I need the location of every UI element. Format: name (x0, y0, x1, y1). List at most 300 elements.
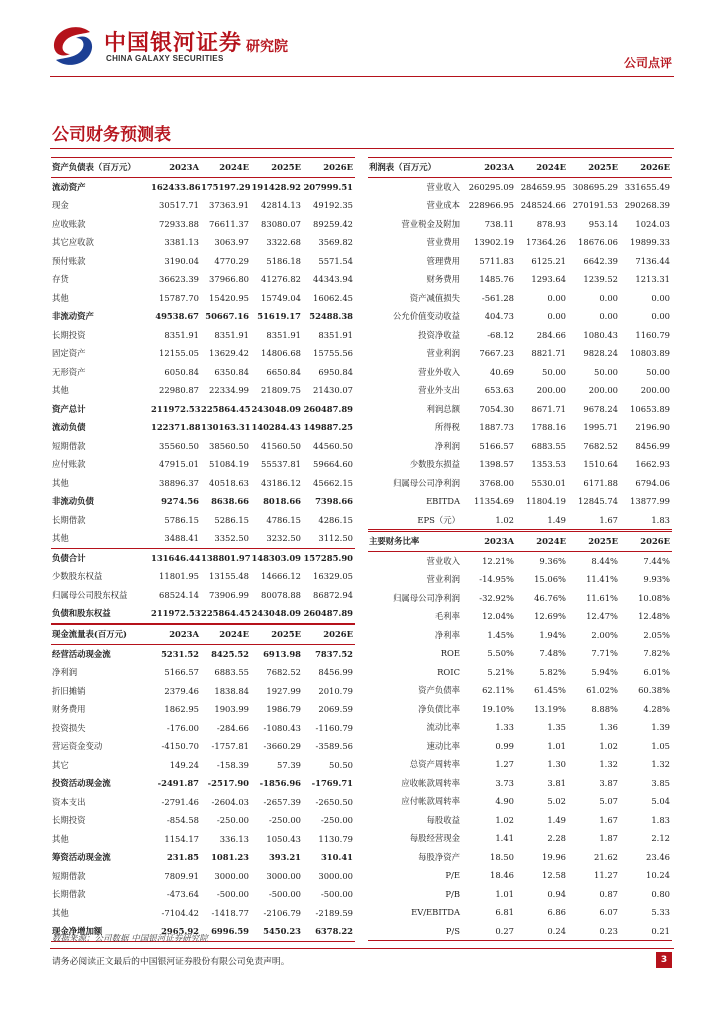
row-label: 利润总额 (426, 403, 460, 414)
value-cell: 83080.07 (261, 218, 301, 229)
value-cell: 148303.09 (251, 548, 303, 567)
value-cell: 15749.04 (261, 292, 301, 303)
value-cell: 331655.49 (624, 181, 670, 192)
value-cell: -500.00 (268, 889, 301, 900)
value-cell: 0.00 (651, 311, 670, 322)
value-cell: 3.81 (547, 777, 566, 788)
document-type: 公司点评 (623, 56, 672, 70)
table-header-row (368, 158, 672, 178)
row-label: 毛利率 (434, 611, 460, 622)
value-cell: 243048.09 (251, 604, 303, 623)
row-label: 营业成本 (426, 200, 460, 211)
value-cell: 19.96 (542, 851, 566, 862)
institute-label: 研究院 (246, 39, 288, 55)
value-cell: 6.07 (599, 907, 618, 918)
value-cell: 1788.16 (531, 422, 566, 433)
value-cell: 12.47% (586, 611, 618, 622)
value-cell: 1.33 (495, 722, 514, 733)
table-row (368, 922, 672, 941)
table-row (368, 511, 672, 530)
table-row (368, 811, 672, 830)
value-cell: -500.00 (216, 889, 249, 900)
table-row (51, 663, 355, 682)
value-cell: 6794.06 (635, 477, 670, 488)
value-cell: 0.27 (464, 922, 516, 941)
year-header-cell: 2023A (151, 625, 201, 645)
value-cell: 12.21% (482, 555, 514, 566)
row-label: EV/EBITDA (411, 907, 460, 918)
value-cell: 68524.14 (159, 589, 199, 600)
value-cell: 3.73 (495, 777, 514, 788)
value-cell: 1154.17 (164, 833, 199, 844)
value-cell: 5286.15 (214, 514, 249, 525)
value-cell: 6883.55 (214, 667, 249, 678)
table-row (368, 233, 672, 252)
value-cell: 7.82% (643, 648, 670, 659)
value-cell: 8351.91 (318, 329, 353, 340)
value-cell: 6378.22 (303, 922, 355, 941)
value-cell: 6.86 (547, 907, 566, 918)
value-cell: -2189.59 (315, 907, 353, 918)
table-row (368, 344, 672, 363)
row-label: 负债合计 (51, 548, 151, 567)
value-cell: 8456.99 (318, 667, 353, 678)
table-row (51, 344, 355, 363)
row-label: 财务费用 (52, 704, 86, 715)
value-cell: 44343.94 (313, 274, 353, 285)
row-label: 每股经营现金 (409, 833, 460, 844)
value-cell: 1.94% (539, 629, 566, 640)
table-row (368, 215, 672, 234)
value-cell: -250.00 (320, 815, 353, 826)
value-cell: 1.36 (599, 722, 618, 733)
year-header-cell: 2025E (251, 158, 303, 178)
data-source-note: 数据来源：公司数据 中国银河证券研究院 (52, 934, 208, 944)
row-label: 长期借款 (52, 889, 86, 900)
value-cell: 140284.43 (251, 422, 301, 433)
value-cell: 7136.44 (635, 255, 670, 266)
value-cell: 157285.90 (303, 548, 355, 567)
value-cell: 3.85 (651, 777, 670, 788)
table-row (51, 904, 355, 923)
table-row (51, 511, 355, 530)
row-label: 长期借款 (52, 514, 86, 525)
value-cell: 149.24 (169, 759, 199, 770)
value-cell: 10.24 (646, 870, 670, 881)
value-cell: 50.50 (329, 759, 353, 770)
page-number: 3 (656, 952, 672, 968)
year-header-cell: 2024E (201, 158, 251, 178)
value-cell: -1160.79 (315, 722, 353, 733)
row-label: 净利润 (52, 667, 78, 678)
value-cell: 55537.81 (261, 459, 301, 470)
year-header-cell: 2023A (151, 158, 201, 178)
table-row (51, 848, 355, 867)
value-cell: 231.85 (166, 852, 199, 863)
value-cell: 336.13 (219, 833, 249, 844)
table-row (51, 289, 355, 308)
value-cell: 7054.30 (479, 403, 514, 414)
table-row (368, 718, 672, 737)
value-cell: 61.45% (534, 685, 566, 696)
value-cell: 175197.29 (201, 181, 251, 192)
row-label: 资产总计 (52, 403, 86, 414)
value-cell: 1080.43 (583, 329, 618, 340)
value-cell: 284659.95 (520, 181, 566, 192)
table-row (368, 792, 672, 811)
table-row (51, 455, 355, 474)
value-cell: 11.61% (586, 592, 618, 603)
value-cell: 73906.99 (209, 589, 249, 600)
value-cell: 9274.56 (161, 496, 199, 507)
value-cell: -854.58 (166, 815, 199, 826)
value-cell: 9828.24 (583, 348, 618, 359)
value-cell: -1080.43 (263, 722, 301, 733)
row-label: 应付帐款周转率 (401, 796, 460, 807)
row-label: 应收账款 (52, 218, 86, 229)
value-cell: 1160.79 (635, 329, 670, 340)
value-cell: 40518.63 (209, 477, 249, 488)
value-cell: 6883.55 (531, 440, 566, 451)
value-cell: 41560.50 (261, 440, 301, 451)
value-cell: -2650.50 (315, 796, 353, 807)
year-header-cell: 2023A (464, 158, 516, 178)
row-label: 净利润 (434, 440, 460, 451)
value-cell: 5530.01 (531, 477, 566, 488)
value-cell: 9.36% (539, 555, 566, 566)
row-label: 固定资产 (52, 348, 86, 359)
value-cell: 12.48% (638, 611, 670, 622)
row-label: 净利率 (434, 629, 460, 640)
year-header-cell: 2024E (201, 625, 251, 645)
financial-ratios-table (368, 531, 672, 941)
value-cell: -1418.77 (211, 907, 249, 918)
value-cell: 7667.23 (479, 348, 514, 359)
value-cell: 5711.83 (479, 255, 514, 266)
row-label: 公允价值变动收益 (393, 311, 460, 322)
value-cell: 1.27 (495, 759, 514, 770)
value-cell: 310.41 (320, 852, 353, 863)
value-cell: 308695.29 (572, 181, 618, 192)
row-label: P/E (445, 870, 460, 881)
value-cell: 3768.00 (479, 477, 514, 488)
value-cell: 211972.53 (151, 403, 201, 414)
value-cell: 13629.42 (209, 348, 249, 359)
value-cell: 1995.71 (583, 422, 618, 433)
value-cell: 138801.97 (201, 548, 251, 567)
table-row (368, 700, 672, 719)
table-row (368, 607, 672, 626)
row-label: 管理费用 (426, 255, 460, 266)
year-header-cell: 2024E (516, 158, 568, 178)
table-row (51, 381, 355, 400)
value-cell: 8351.91 (214, 329, 249, 340)
value-cell: 5.33 (651, 907, 670, 918)
value-cell: 3488.41 (164, 533, 199, 544)
value-cell: -176.00 (166, 722, 199, 733)
row-label: 现金 (52, 200, 69, 211)
row-label: 短期借款 (52, 440, 86, 451)
value-cell: 57.39 (277, 759, 301, 770)
value-cell: 21809.75 (261, 385, 301, 396)
table-row (368, 289, 672, 308)
value-cell: 4.28% (643, 703, 670, 714)
value-cell: 12.04% (482, 611, 514, 622)
value-cell: 4286.15 (318, 514, 353, 525)
table-row (51, 196, 355, 215)
value-cell: 7809.91 (164, 870, 199, 881)
value-cell: 47915.01 (159, 459, 199, 470)
year-header-cell: 2026E (303, 625, 355, 645)
value-cell: 225864.45 (201, 403, 251, 414)
table-title-cell: 现金流量表(百万元) (51, 625, 151, 645)
value-cell: 1986.79 (266, 704, 301, 715)
value-cell: 1.83 (651, 814, 670, 825)
row-label: 现金净增加额 (51, 922, 151, 941)
value-cell: 248524.66 (520, 200, 566, 211)
value-cell: 1.45% (487, 629, 514, 640)
value-cell: 0.80 (651, 888, 670, 899)
row-label: 财务费用 (426, 274, 460, 285)
value-cell: 22334.99 (209, 385, 249, 396)
value-cell: 14666.12 (261, 571, 301, 582)
value-cell: 5450.23 (251, 922, 303, 941)
table-row (51, 363, 355, 382)
table-header-row (51, 625, 355, 645)
row-label: 筹资活动现金流 (52, 852, 111, 863)
value-cell: 46.76% (534, 592, 566, 603)
value-cell: 1.32 (599, 759, 618, 770)
value-cell: 290268.39 (624, 200, 670, 211)
value-cell: 2196.90 (635, 422, 670, 433)
table-row (51, 400, 355, 419)
year-header-cell: 2023A (464, 532, 516, 552)
table-row (368, 866, 672, 885)
value-cell: 5166.57 (164, 667, 199, 678)
value-cell: 0.00 (547, 292, 566, 303)
value-cell: 17364.26 (526, 237, 566, 248)
table-row (368, 829, 672, 848)
value-cell: 6.81 (495, 907, 514, 918)
row-label: 净负债比率 (418, 703, 460, 714)
value-cell: 16329.05 (313, 571, 353, 582)
value-cell: 80078.88 (261, 589, 301, 600)
value-cell: 22980.87 (159, 385, 199, 396)
value-cell: 1050.43 (266, 833, 301, 844)
value-cell: 207999.51 (303, 181, 353, 192)
row-label: 营业利润 (426, 348, 460, 359)
value-cell: 6050.84 (164, 366, 199, 377)
value-cell: 200.00 (588, 385, 618, 396)
value-cell: 1024.03 (635, 218, 670, 229)
value-cell: 19.10% (482, 703, 514, 714)
value-cell: 1.67 (599, 814, 618, 825)
value-cell: 21.62 (594, 851, 618, 862)
value-cell: 3000.00 (266, 870, 301, 881)
value-cell: 191428.92 (251, 181, 301, 192)
value-cell: -158.39 (216, 759, 249, 770)
value-cell: 21430.07 (313, 385, 353, 396)
table-row (368, 326, 672, 345)
row-label: ROE (440, 648, 460, 659)
year-header-cell: 2026E (620, 158, 672, 178)
value-cell: 122371.88 (151, 422, 201, 433)
row-label: 投资活动现金流 (52, 778, 111, 789)
value-cell: 5.94% (591, 666, 618, 677)
table-row (368, 570, 672, 589)
value-cell: 0.00 (651, 292, 670, 303)
table-row (51, 756, 355, 775)
value-cell: 0.94 (547, 888, 566, 899)
value-cell: 86872.94 (313, 589, 353, 600)
row-label: P/B (445, 888, 460, 899)
table-row (51, 177, 355, 196)
value-cell: 7398.66 (315, 496, 353, 507)
value-cell: 4786.15 (266, 514, 301, 525)
value-cell: 243048.09 (251, 403, 301, 414)
value-cell: -284.66 (216, 722, 249, 733)
row-label: EPS（元） (368, 511, 464, 530)
value-cell: 11801.95 (159, 571, 199, 582)
value-cell: 3569.82 (318, 237, 353, 248)
table-row (51, 604, 355, 623)
value-cell: 1887.73 (479, 422, 514, 433)
value-cell: -3660.29 (263, 741, 301, 752)
value-cell: 41276.82 (261, 274, 301, 285)
value-cell: 1.02 (599, 740, 618, 751)
row-label: 流动比率 (426, 722, 460, 733)
income-statement-table (368, 157, 672, 530)
value-cell: 16062.45 (313, 292, 353, 303)
value-cell: 15787.70 (159, 292, 199, 303)
value-cell: -4150.70 (161, 741, 199, 752)
value-cell: 6350.84 (214, 366, 249, 377)
value-cell: 1.87 (599, 833, 618, 844)
row-label: 投资净收益 (418, 329, 460, 340)
value-cell: 6950.84 (318, 366, 353, 377)
table-row (51, 474, 355, 493)
value-cell: -1769.71 (311, 778, 353, 789)
value-cell: 52488.38 (309, 311, 353, 322)
value-cell: 6996.59 (201, 922, 251, 941)
value-cell: 1353.53 (531, 459, 566, 470)
value-cell: 3352.50 (214, 533, 249, 544)
value-cell: 76611.37 (209, 218, 249, 229)
value-cell: 50.00 (594, 366, 618, 377)
row-label: 资本支出 (52, 796, 86, 807)
value-cell: 6.01% (643, 666, 670, 677)
row-label: 应付账款 (52, 459, 86, 470)
value-cell: 5571.54 (318, 255, 353, 266)
value-cell: 8821.71 (531, 348, 566, 359)
table-row (368, 381, 672, 400)
year-header-cell: 2024E (516, 532, 568, 552)
row-label: 总资产周转率 (409, 759, 460, 770)
row-label: 折旧摊销 (52, 685, 86, 696)
table-row (51, 644, 355, 663)
value-cell: 0.00 (599, 311, 618, 322)
value-cell: 1213.31 (635, 274, 670, 285)
value-cell: 7682.52 (266, 667, 301, 678)
value-cell: 49538.67 (155, 311, 199, 322)
table-row (368, 177, 672, 196)
value-cell: 6650.84 (266, 366, 301, 377)
value-cell: 1.49 (516, 511, 568, 530)
row-label: 其他 (52, 385, 69, 396)
value-cell: 1239.52 (583, 274, 618, 285)
table-row (51, 307, 355, 326)
value-cell: 3.87 (599, 777, 618, 788)
value-cell: 0.21 (620, 922, 672, 941)
row-label: 经营活动现金流 (52, 648, 111, 659)
year-header-cell: 2025E (568, 158, 620, 178)
value-cell: 2.05% (643, 629, 670, 640)
row-label: 其它 (52, 759, 69, 770)
table-row (368, 455, 672, 474)
year-header-cell: 2026E (620, 532, 672, 552)
value-cell: 1398.57 (479, 459, 514, 470)
value-cell: 1.67 (568, 511, 620, 530)
table-row (368, 270, 672, 289)
value-cell: 404.73 (484, 311, 514, 322)
value-cell: 0.00 (599, 292, 618, 303)
table-row (368, 474, 672, 493)
cash-flow-table (51, 624, 355, 942)
value-cell: 37966.80 (209, 274, 249, 285)
row-label: 营业收入 (426, 555, 460, 566)
table-row (51, 529, 355, 548)
value-cell: 38896.37 (159, 477, 199, 488)
row-label: 营业利润 (426, 574, 460, 585)
row-label: 长期投资 (52, 329, 86, 340)
value-cell: 18676.06 (578, 237, 618, 248)
value-cell: -2106.79 (263, 907, 301, 918)
value-cell: 5.07 (599, 796, 618, 807)
value-cell: 9.93% (643, 574, 670, 585)
value-cell: 60.38% (638, 685, 670, 696)
value-cell: 1.05 (651, 740, 670, 751)
value-cell: 11.41% (586, 574, 618, 585)
value-cell: 10653.89 (630, 403, 670, 414)
table-title-cell: 资产负债表（百万元） (51, 158, 151, 178)
value-cell: 2.12 (651, 833, 670, 844)
value-cell: 1293.64 (531, 274, 566, 285)
table-row (368, 492, 672, 511)
value-cell: 8456.99 (635, 440, 670, 451)
value-cell: 1662.93 (635, 459, 670, 470)
value-cell: -500.00 (320, 889, 353, 900)
value-cell: 5786.15 (164, 514, 199, 525)
value-cell: 51619.17 (257, 311, 301, 322)
row-label: ROIC (437, 666, 460, 677)
value-cell: 1.83 (620, 511, 672, 530)
table-row (368, 755, 672, 774)
value-cell: 15755.56 (313, 348, 353, 359)
value-cell: 0.99 (495, 740, 514, 751)
value-cell: 225864.45 (201, 604, 251, 623)
galaxy-logo-icon (50, 24, 96, 68)
value-cell: 61.02% (586, 685, 618, 696)
value-cell: 45662.15 (313, 477, 353, 488)
value-cell: 4.90 (495, 796, 514, 807)
value-cell: 260295.09 (468, 181, 514, 192)
value-cell: 1081.23 (211, 852, 249, 863)
balance-sheet-table (51, 157, 355, 624)
value-cell: -473.64 (166, 889, 199, 900)
row-label: EBITDA (426, 496, 460, 507)
value-cell: 11354.69 (474, 496, 514, 507)
header-divider (50, 76, 674, 77)
